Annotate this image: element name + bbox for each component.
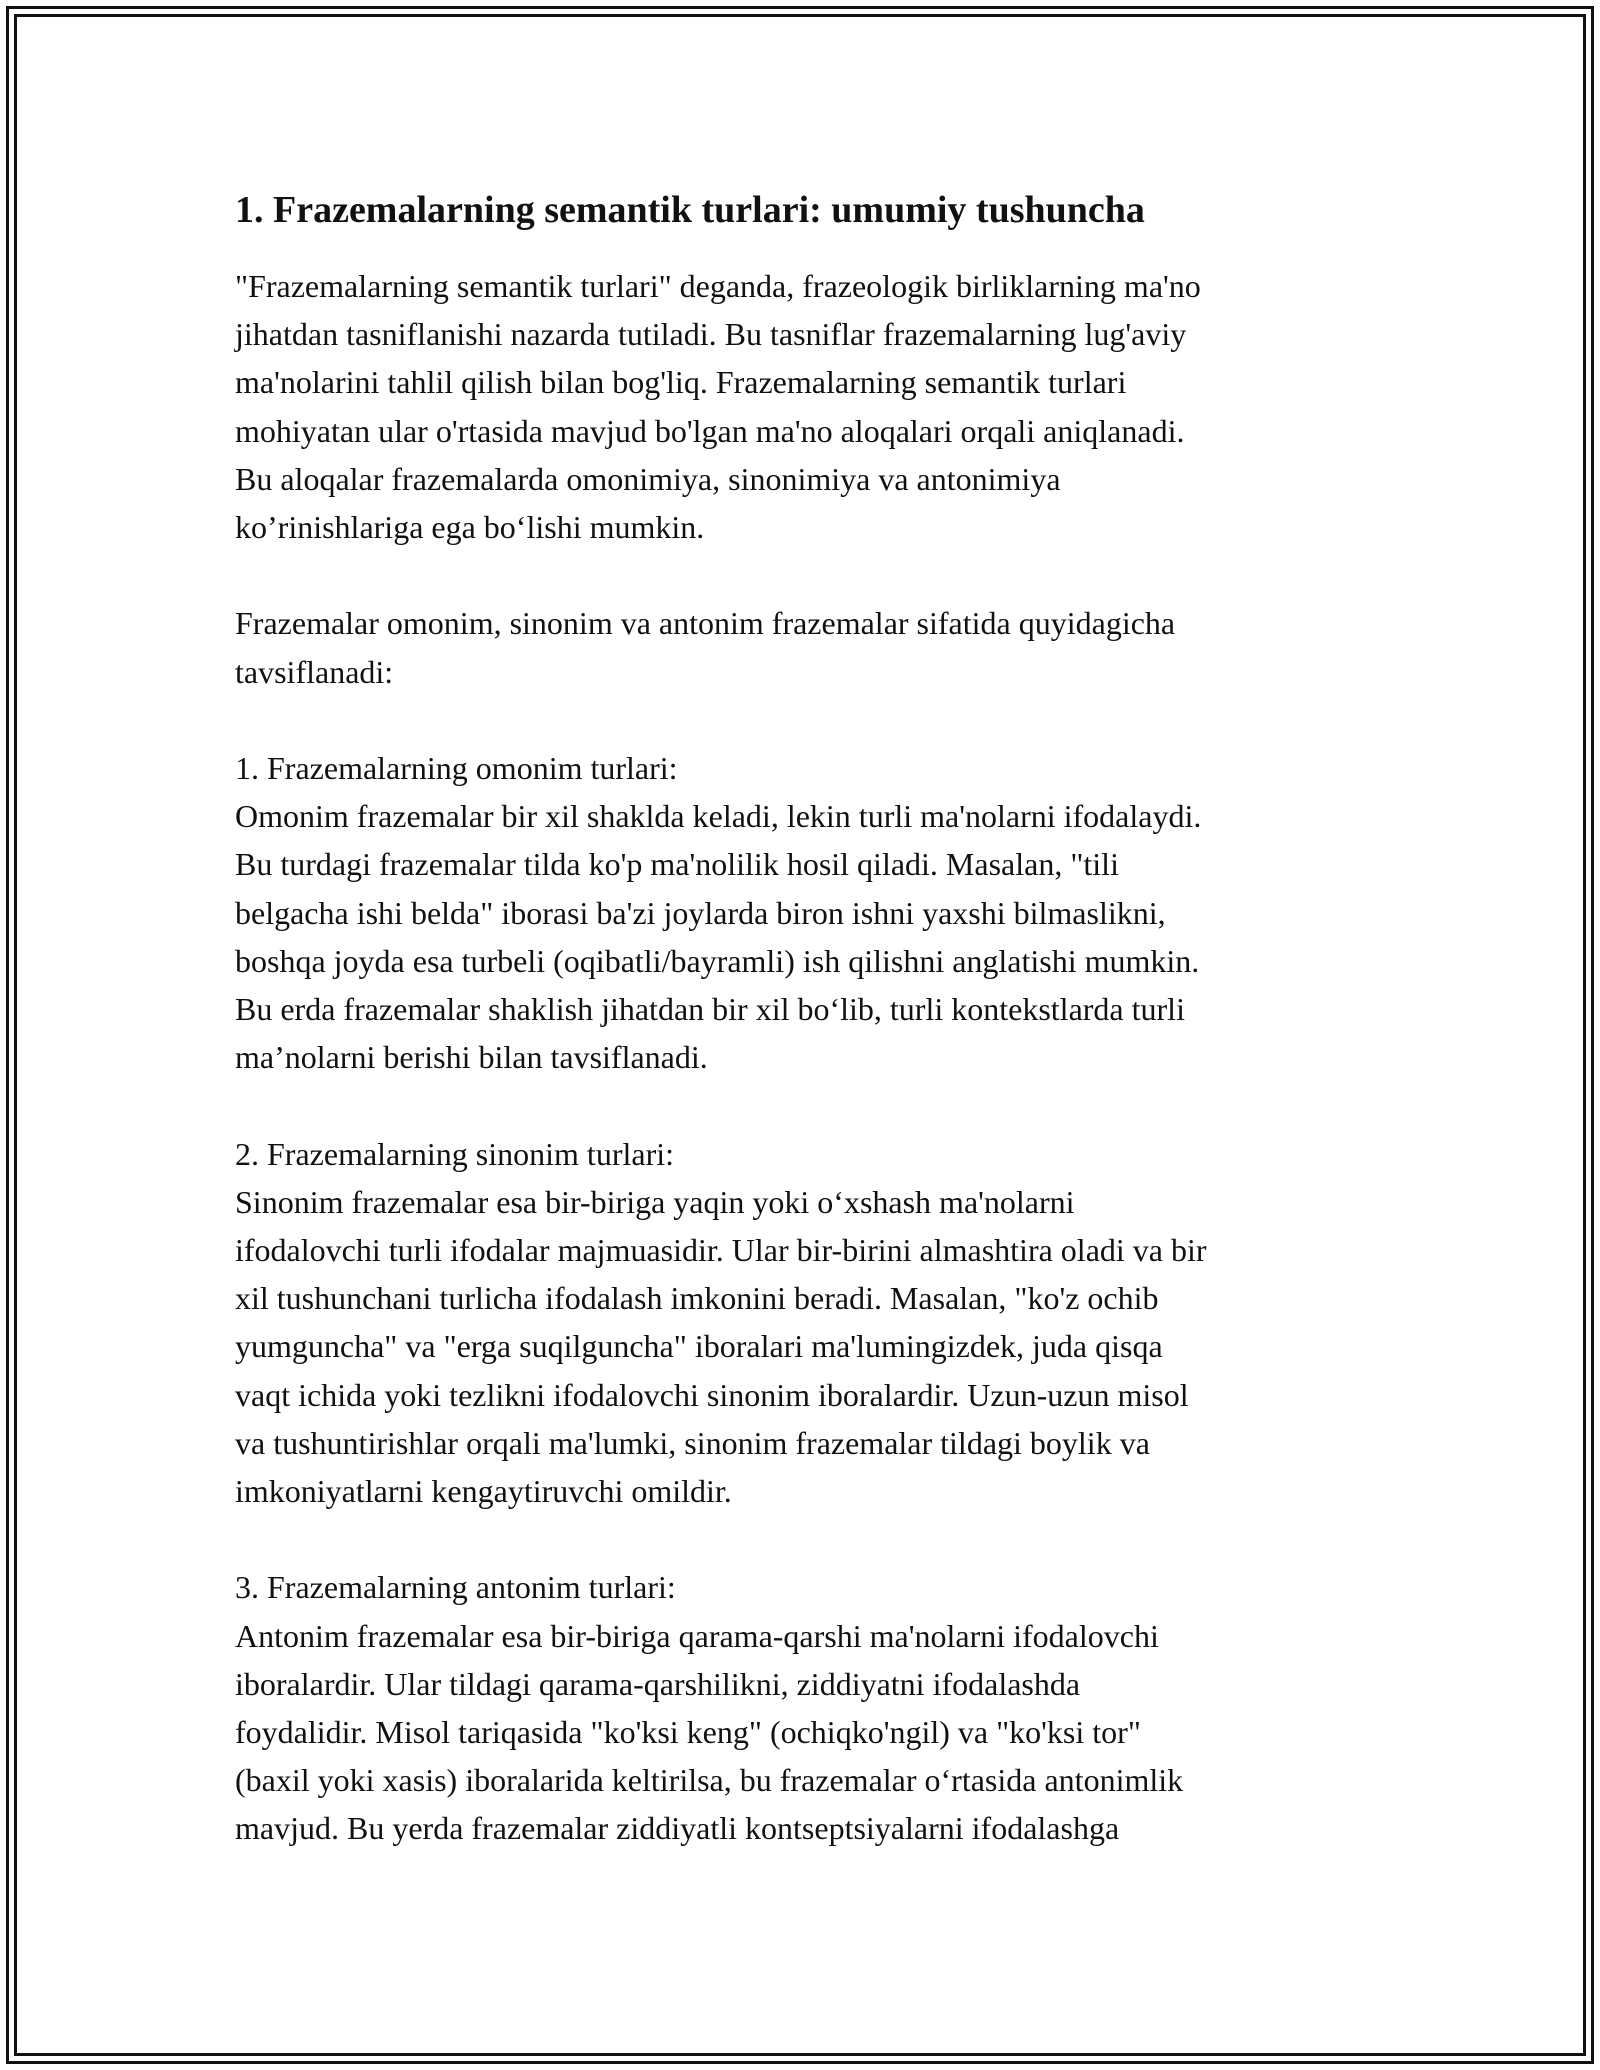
text-line: Sinonim frazemalar esa bir-biriga yaqin yoki o‘xshash ma'nolarni xyxy=(235,1183,1075,1220)
text-line: vaqt ichida yoki tezlikni ifodalovchi sinonim iboralardir. Uzun-uzun misol xyxy=(235,1376,1189,1413)
text-line: Bu turdagi frazemalar tilda ko'p ma'nolilik hosil qiladi. Masalan, "tili xyxy=(235,846,1119,883)
text-line: "Frazemalarning semantik turlari" deganda, frazeologik birliklarning ma'no xyxy=(235,268,1201,304)
lead-paragraph xyxy=(235,599,1375,695)
intro-paragraph xyxy=(235,262,1375,551)
text-line: iboralardir. Ular tildagi qarama-qarshilikni, ziddiyatni ifodalashda xyxy=(235,1665,1081,1702)
text-line: xil tushunchani turlicha ifodalash imkonini beradi. Masalan, "ko'z ochib xyxy=(235,1280,1159,1317)
text-line: Omonim frazemalar bir xil shaklda keladi, lekin turli ma'nolarni ifodalaydi. xyxy=(235,798,1202,835)
text-line: va tushuntirishlar orqali ma'lumki, sinonim frazemalar tildagi boylik va xyxy=(235,1424,1150,1461)
document-body xyxy=(235,186,1375,1853)
text-line: Antonim frazemalar esa bir-biriga qarama-qarshi ma'nolarni ifodalovchi xyxy=(235,1617,1159,1654)
section-title: 1. Frazemalarning omonim turlari: xyxy=(235,750,678,786)
section-title: 3. Frazemalarning antonim turlari: xyxy=(235,1569,676,1606)
text-line: ifodalovchi turli ifodalar majmuasidir. Ular bir-birini almashtira oladi va bir xyxy=(235,1232,1207,1269)
text-line: ma'nolarini tahlil qilish bilan bog'liq. Frazemalarning semantik turlari xyxy=(235,364,1127,401)
section-title: 2. Frazemalarning sinonim turlari: xyxy=(235,1135,674,1172)
paragraph-gap xyxy=(235,696,1375,744)
paragraph-gap xyxy=(235,1081,1375,1129)
document-heading: 1. Frazemalarning semantik turlari: umumiy tushuncha xyxy=(235,189,1145,231)
text-line: mohiyatan ular o'rtasida mavjud bo'lgan ma'no aloqalari orqali aniqlanadi. xyxy=(235,412,1185,449)
text-line: belgacha ishi belda" iborasi ba'zi joylarda biron ishni yaxshi bilmaslikni, xyxy=(235,894,1166,931)
text-line: Frazemalar omonim, sinonim va antonim frazemalar sifatida quyidagicha xyxy=(235,605,1176,642)
text-line: jihatdan tasniflanishi nazarda tutiladi. Bu tasniflar frazemalarning lug'aviy xyxy=(235,316,1187,353)
section-antonim xyxy=(235,1563,1375,1852)
text-line: mavjud. Bu yerda frazemalar ziddiyatli kontseptsiyalarni ifodalashga xyxy=(235,1810,1120,1847)
paragraph-gap xyxy=(235,1515,1375,1563)
text-line: Bu aloqalar frazemalarda omonimiya, sinonimiya va antonimiya xyxy=(235,460,1061,497)
text-line: Bu erda frazemalar shaklish jihatdan bir xil bo‘lib, turli kontekstlarda turli xyxy=(235,991,1185,1028)
text-line: boshqa joyda esa turbeli (oqibatli/bayramli) ish qilishni anglatishi mumkin. xyxy=(235,942,1200,979)
text-line: yumguncha" va "erga suqilguncha" iboralari ma'lumingizdek, juda qisqa xyxy=(235,1328,1163,1365)
text-line: (baxil yoki xasis) iboralarida keltirilsa, bu frazemalar o‘rtasida antonimlik xyxy=(235,1762,1184,1799)
section-omonim xyxy=(235,744,1375,1081)
text-line: foydalidir. Misol tariqasida "ko'ksi keng" (ochiqko'ngil) va "ko'ksi tor" xyxy=(235,1714,1141,1751)
text-line: ma’nolarni berishi bilan tavsiflanadi. xyxy=(235,1039,708,1076)
section-sinonim xyxy=(235,1130,1375,1516)
text-line: imkoniyatlarni kengaytiruvchi omildir. xyxy=(235,1473,732,1510)
text-line: tavsiflanadi: xyxy=(235,653,394,690)
paragraph-gap xyxy=(235,551,1375,599)
text-line: ko’rinishlariga ega bo‘lishi mumkin. xyxy=(235,509,705,546)
